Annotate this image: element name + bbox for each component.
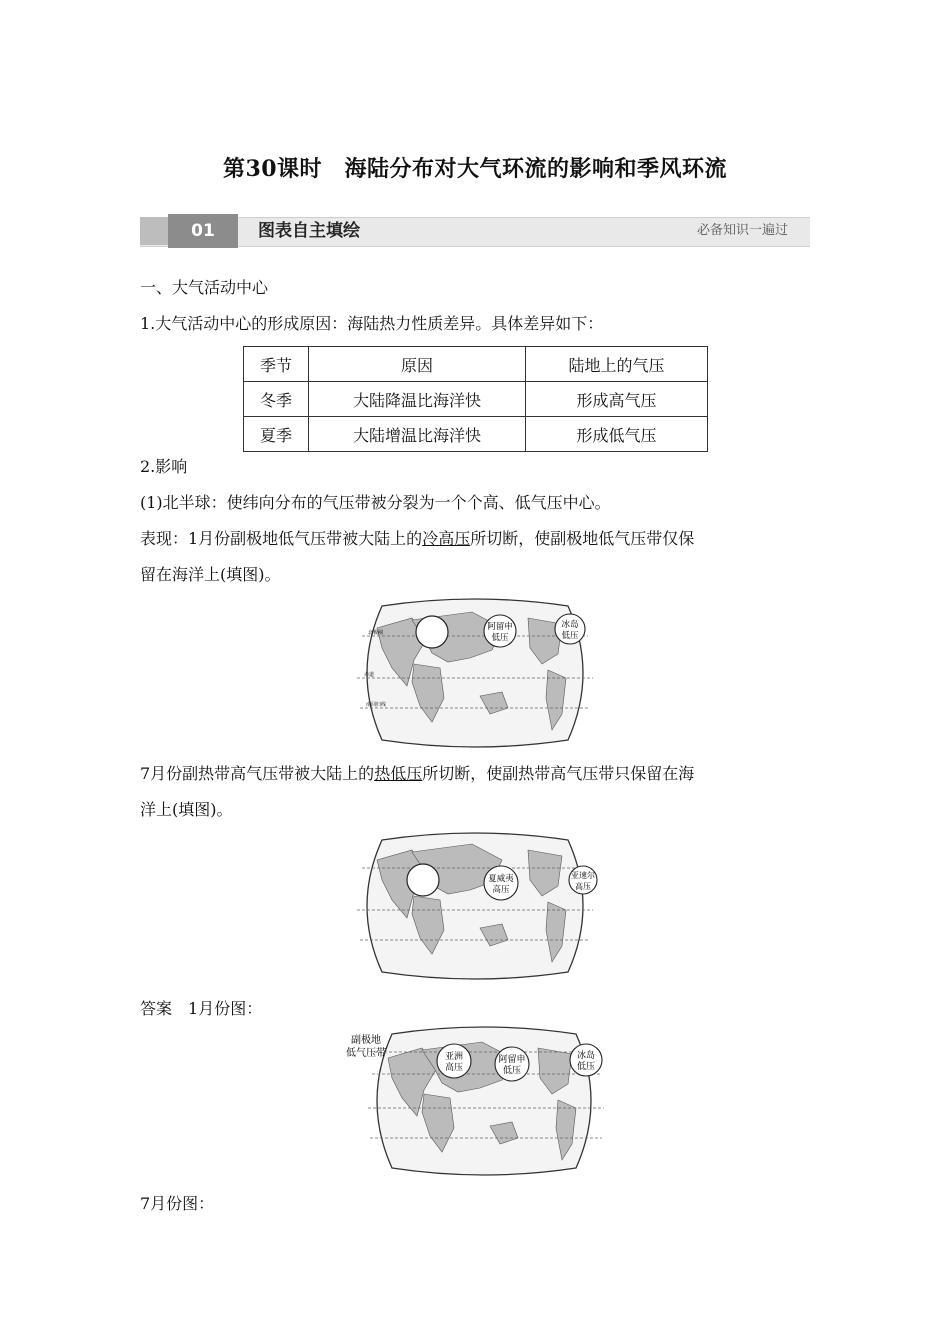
jan-blank: 冷高压 [422,529,471,548]
world-map-july [352,832,598,980]
map-label: 低压 [576,1062,596,1072]
july-figure-caption: 7月份图： [140,1194,215,1213]
table-row [244,417,708,452]
table-header: 原因 [309,347,526,382]
page-title: 第30课时 海陆分布对大气环流的影响和季风环流 [222,156,728,182]
comparison-table [243,346,708,452]
table-cell: 冬季 [244,382,309,417]
table-cell: 形成高气压 [526,382,708,417]
jan-desc-pre: 表现：1月份副极地低气压带被大陆上的 [140,529,423,548]
map-label: 阿留申 [498,1055,526,1065]
map-label: 冰岛 [576,1051,596,1061]
map-label: 阿留申 [487,622,513,632]
table-header-row [244,347,708,382]
table-header: 季节 [244,347,309,382]
banner-hint: 必备知识一遍过 [696,223,788,238]
item-2: 2.影响 [140,457,188,476]
table-header: 陆地上的气压 [526,347,708,382]
map-label: 低压 [561,631,579,641]
answer-label: 答案 [140,999,173,1018]
jan-desc-post: 所切断，使副极地低气压带仅保 [470,529,695,548]
map-label: 低压 [502,1066,522,1076]
map-side-label: 低气压带 [346,1048,386,1059]
section-banner [140,214,810,248]
map-label: 高压 [575,882,591,891]
answer-text: 1月份图： [188,999,263,1018]
pressure-center-blank [416,616,448,648]
table-cell: 夏季 [244,417,309,452]
jul-blank: 热低压 [374,764,423,783]
jan-desc-line2: 留在海洋上(填图)。 [140,565,281,584]
world-map-january-answer [336,1026,606,1176]
item-1: 1.大气活动中心的形成原因：海陆热力性质差异。具体差异如下： [140,314,604,333]
map-label: 低压 [491,633,509,643]
nh-text: (1)北半球：使纬向分布的气压带被分裂为一个个高、低气压中心。 [140,493,611,512]
banner-edge [140,217,168,245]
pressure-center-blank [407,864,439,896]
map-label: 夏威夷 [488,874,514,884]
table-cell: 形成低气压 [526,417,708,452]
answer-line [140,992,812,1026]
world-map-january [352,598,598,748]
jul-desc [140,757,812,791]
map-label: 亚速尔 [571,871,595,880]
table-row [244,382,708,417]
jul-desc-line2: 洋上(填图)。 [140,800,233,819]
lat-label: 赤道 [364,672,375,678]
map-label: 高压 [444,1063,464,1073]
jul-desc-post: 所切断，使副热带高气压带只保留在海 [422,764,695,783]
map-label: 高压 [492,885,510,895]
section-heading: 一、大气活动中心 [140,278,269,297]
table-cell: 大陆降温比海洋快 [309,382,526,417]
table-cell: 大陆增温比海洋快 [309,417,526,452]
banner-number: 01 [168,214,238,248]
lat-label: 南回归线 [366,702,387,708]
map-side-label: 副极地 [351,1035,381,1046]
map-label: 冰岛 [561,620,579,630]
lat-label: 北极圈 [368,630,384,636]
jan-desc [140,522,812,556]
map-label: 亚洲 [444,1052,464,1062]
banner-label: 图表自主填绘 [258,221,360,241]
jul-desc-pre: 7月份副热带高气压带被大陆上的 [140,764,375,783]
